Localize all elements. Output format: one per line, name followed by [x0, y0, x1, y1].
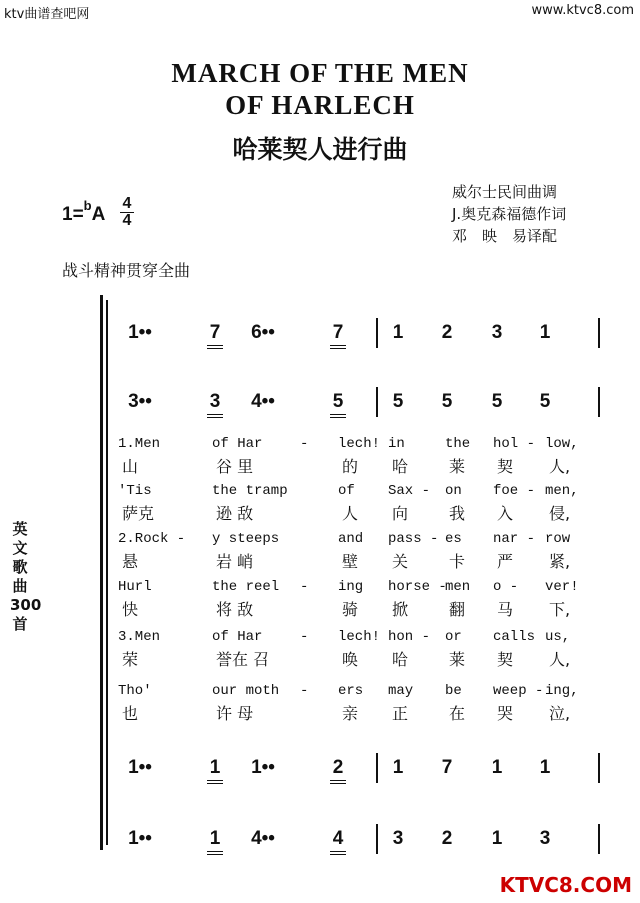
lyric-cn: 谷 里 — [216, 457, 254, 476]
lyric-en: - — [300, 436, 309, 452]
note: 5 — [441, 391, 453, 412]
lyric-en: lech! — [338, 629, 381, 645]
lyric-en: the reel — [212, 579, 280, 595]
time-numerator: 4 — [122, 195, 132, 212]
lyric-cn: 契 — [497, 650, 514, 669]
lyric-en: may — [388, 683, 414, 699]
note: 5 — [491, 391, 503, 412]
lyric-cn: 严 — [497, 552, 514, 571]
lyric-cn: 掀 — [392, 600, 409, 619]
bar-line — [598, 318, 600, 348]
lyric-cn: 骑 — [342, 600, 359, 619]
lyric-cn: 向 — [392, 504, 409, 523]
lyric-en: ing, — [545, 683, 579, 699]
side-label: 英文歌曲300首 — [10, 520, 42, 633]
lyric-en: es — [445, 531, 462, 547]
lyric-en: nar - — [493, 531, 536, 547]
lyric-cn: 快 — [122, 600, 139, 619]
lyric-en: on — [445, 483, 462, 499]
note: 3 — [197, 391, 233, 418]
title-en-line2: OF HARLECH — [225, 90, 415, 120]
lyric-cn: 莱 — [449, 457, 466, 476]
flat-sign: b — [83, 198, 92, 213]
lyric-cn: 唤 — [342, 650, 359, 669]
note: 3 — [392, 828, 404, 849]
lyric-en: horse - — [388, 579, 447, 595]
lyric-cn: 正 — [392, 704, 409, 723]
lyric-en: ver! — [545, 579, 579, 595]
bar-line — [598, 387, 600, 417]
note: 4•• — [251, 391, 275, 412]
bar-line — [598, 824, 600, 854]
key-signature — [62, 198, 106, 226]
note: 1 — [197, 757, 233, 784]
note: 1•• — [128, 828, 152, 849]
lyric-cn: 荣 — [122, 650, 139, 669]
lyric-cn: 侵, — [549, 504, 571, 523]
watermark-top-left: ktv曲谱查吧网 — [4, 7, 90, 22]
lyric-cn: 人, — [549, 457, 571, 476]
lyric-en: the — [445, 436, 471, 452]
lyric-en: 'Tis — [118, 483, 152, 499]
lyric-en: us, — [545, 629, 571, 645]
lyric-cn: 莱 — [449, 650, 466, 669]
note: 1 — [491, 828, 503, 849]
lyric-en: Hurl — [118, 579, 152, 595]
lyric-cn: 下, — [549, 600, 571, 619]
note: 1 — [197, 828, 233, 855]
lyric-cn: 誉在 召 — [216, 650, 270, 669]
lyric-cn: 的 — [342, 457, 359, 476]
lyric-en: in — [388, 436, 405, 452]
lyric-en: foe - — [493, 483, 536, 499]
note: 4 — [320, 828, 356, 855]
system-line — [106, 300, 108, 845]
lyric-en: hon - — [388, 629, 431, 645]
credit-lyrics: J.奥克森福德作词 — [452, 205, 567, 223]
lyric-cn: 在 — [449, 704, 466, 723]
note: 7 — [320, 322, 356, 349]
note: 3 — [539, 828, 551, 849]
system-bracket — [100, 295, 103, 850]
lyric-cn: 亲 — [342, 704, 359, 723]
lyric-cn: 关 — [392, 552, 409, 571]
lyric-en: - — [300, 683, 309, 699]
title-en-line1: MARCH OF THE MEN — [171, 58, 469, 88]
lyric-cn: 壁 — [342, 552, 359, 571]
title-cn: 哈莱契人进行曲 — [232, 135, 408, 164]
lyric-en: low, — [545, 436, 579, 452]
lyric-cn: 山 — [122, 457, 139, 476]
lyric-en: 1.Men — [118, 436, 161, 452]
credit-translation: 邓 映 易译配 — [452, 227, 558, 245]
bar-line — [376, 318, 378, 348]
credit-music: 威尔士民间曲调 — [452, 183, 558, 201]
lyric-en: be — [445, 683, 462, 699]
lyric-en: o - — [493, 579, 519, 595]
lyric-en: weep - — [493, 683, 544, 699]
note: 6•• — [251, 322, 275, 343]
bar-line — [376, 387, 378, 417]
lyric-cn: 卡 — [449, 552, 466, 571]
lyric-cn: 岩 峭 — [216, 552, 254, 571]
lyric-en: of — [338, 483, 355, 499]
lyric-en: - — [300, 629, 309, 645]
lyric-en: lech! — [338, 436, 381, 452]
lyric-cn: 哈 — [392, 457, 409, 476]
note: 3 — [491, 322, 503, 343]
lyric-en: and — [338, 531, 364, 547]
lyric-en: ers — [338, 683, 364, 699]
lyric-en: ing — [338, 579, 364, 595]
lyric-cn: 哭 — [497, 704, 514, 723]
lyric-en: men, — [545, 483, 579, 499]
note: 1•• — [128, 322, 152, 343]
lyric-en: row — [545, 531, 571, 547]
lyric-cn: 人 — [342, 504, 359, 523]
lyric-cn: 萨克 — [122, 504, 155, 523]
note: 1•• — [251, 757, 275, 778]
lyric-cn: 悬 — [122, 552, 139, 571]
note: 2 — [441, 828, 453, 849]
lyric-en: 3.Men — [118, 629, 161, 645]
lyric-cn: 入 — [497, 504, 514, 523]
lyric-en: hol - — [493, 436, 536, 452]
lyric-en: of Har — [212, 629, 263, 645]
lyric-cn: 哈 — [392, 650, 409, 669]
lyric-cn: 契 — [497, 457, 514, 476]
lyric-en: our moth — [212, 683, 280, 699]
note: 1 — [491, 757, 503, 778]
lyric-en: pass - — [388, 531, 439, 547]
note: 5 — [392, 391, 404, 412]
note: 3•• — [128, 391, 152, 412]
note: 1•• — [128, 757, 152, 778]
note: 1 — [539, 322, 551, 343]
lyric-cn: 逊 敌 — [216, 504, 254, 523]
note: 1 — [392, 322, 404, 343]
watermark-bottom-right: KTVC8.COM — [499, 873, 632, 897]
note: 7 — [197, 322, 233, 349]
lyric-en: or — [445, 629, 462, 645]
lyric-cn: 也 — [122, 704, 139, 723]
lyric-cn: 人, — [549, 650, 571, 669]
lyric-cn: 将 敌 — [216, 600, 254, 619]
lyric-cn: 翻 — [449, 600, 466, 619]
key-note: A — [91, 204, 106, 225]
time-signature — [120, 196, 134, 229]
lyric-cn: 我 — [449, 504, 466, 523]
lyric-cn: 紧, — [549, 552, 571, 571]
lyric-cn: 泣, — [549, 704, 571, 723]
lyric-en: 2.Rock - — [118, 531, 186, 547]
lyric-en: Sax - — [388, 483, 431, 499]
note: 1 — [539, 757, 551, 778]
lyric-cn: 马 — [497, 600, 514, 619]
note: 2 — [320, 757, 356, 784]
lyric-en: Tho' — [118, 683, 152, 699]
bar-line — [598, 753, 600, 783]
note: 2 — [441, 322, 453, 343]
note: 4•• — [251, 828, 275, 849]
lyric-en: of Har — [212, 436, 263, 452]
note: 5 — [539, 391, 551, 412]
key-prefix: 1= — [62, 204, 84, 225]
lyric-en: - — [300, 579, 309, 595]
lyric-cn: 许 母 — [216, 704, 254, 723]
expression-mark: 战斗精神贯穿全曲 — [62, 261, 191, 280]
bar-line — [376, 824, 378, 854]
lyric-en: calls — [493, 629, 536, 645]
lyric-en: the tramp — [212, 483, 288, 499]
time-denominator: 4 — [122, 212, 132, 229]
bar-line — [376, 753, 378, 783]
lyric-en: y steeps — [212, 531, 280, 547]
note: 1 — [392, 757, 404, 778]
lyric-en: men — [445, 579, 471, 595]
watermark-top-right: www.ktvc8.com — [531, 3, 634, 18]
note: 5 — [320, 391, 356, 418]
note: 7 — [441, 757, 453, 778]
